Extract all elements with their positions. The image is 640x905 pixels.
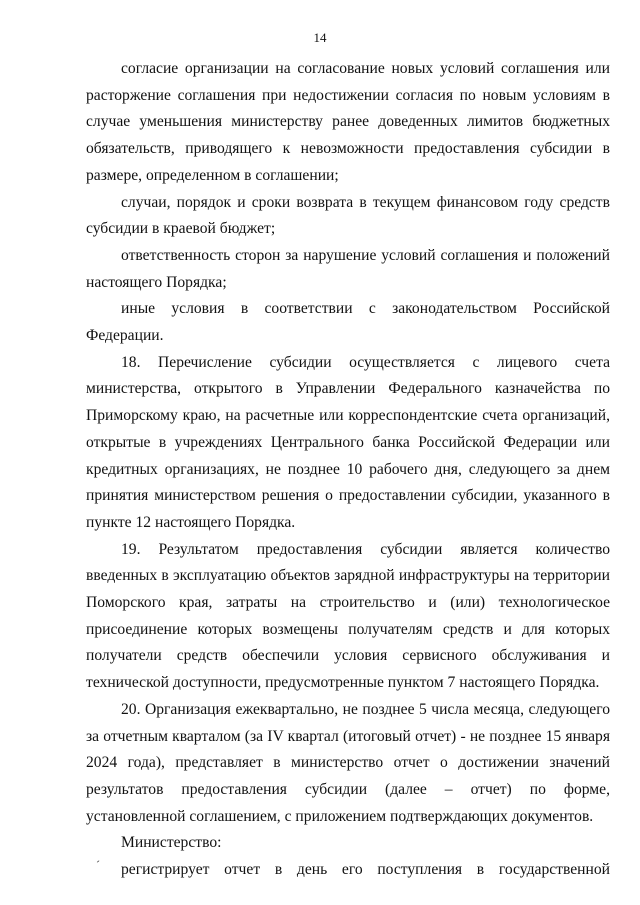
paragraph: иные условия в соответствии с законодательством Российской Федерации. <box>86 300 610 345</box>
page-number: 14 <box>313 30 327 45</box>
scan-mark: ˊ <box>96 858 100 872</box>
paragraph: Министерство: <box>121 834 222 852</box>
paragraph: 19. Результатом предоставления субсидии является количество введенных в эксплуатацию объектов зарядной инфраструктуры на территории Поморского края, затраты на строительство и (или) технологическое присоединение которых возмещены получателям средств и для которых получатели средств обеспечили условия сервисного обслуживания и технической доступности, предусмотренные пунктом 7 настоящего Порядка. <box>86 540 610 692</box>
paragraph: ответственность сторон за нарушение условий соглашения и положений настоящего Порядка; <box>86 246 610 291</box>
paragraph: 20. Организация ежеквартально, не позднее 5 числа месяца, следующего за отчетным кварталом (за IV квартал (итоговый отчет) - не позднее 15 января 2024 года), представляет в министерство отчет о достижении значений результатов предоставления субсидии (далее – отчет) по форме, установленной соглашением, с приложением подтверждающих документов. <box>86 700 610 825</box>
paragraph: согласие организации на согласование новых условий соглашения или расторжение соглашения при недостижении согласия по новым условиям в случае уменьшения министерству ранее доведенных лимитов бюджетных обязательств, приводящего к невозможности предоставления субсидии в размере, определенном в соглашении; <box>86 60 610 184</box>
paragraph: случаи, порядок и сроки возврата в текущем финансовом году средств субсидии в краевой бюджет; <box>86 193 610 238</box>
paragraph: регистрирует отчет в день его поступления в государственной <box>121 861 610 879</box>
document-body <box>86 56 610 884</box>
paragraph: 18. Перечисление субсидии осуществляется с лицевого счета министерства, открытого в Управлении Федерального казначейства по Приморскому краю, на расчетные или корреспондентские счета организаций, открытые в учреждениях Центрального банка Российской Федерации или кредитных организациях, не позднее 10 рабочего дня, следующего за днем принятия министерством решения о предоставлении субсидии, указанного в пункте 12 настоящего Порядка. <box>86 353 610 531</box>
